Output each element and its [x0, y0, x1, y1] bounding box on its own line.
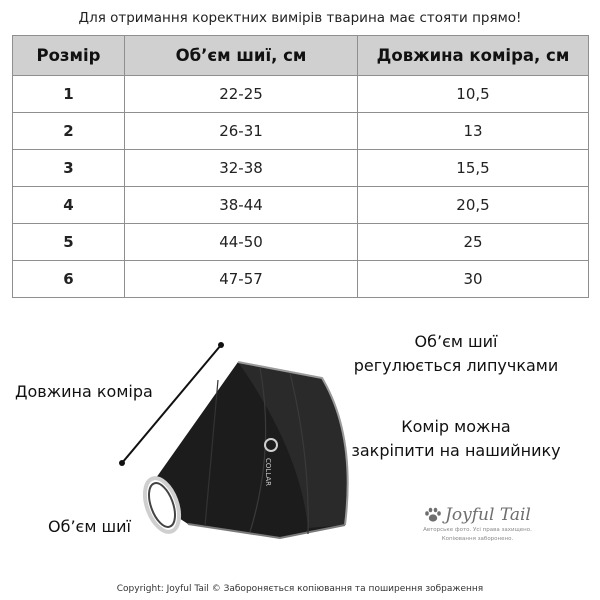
- brand-logo: [410, 505, 545, 543]
- length-cell: 10,5: [358, 76, 589, 113]
- brand-rights-line-1: Авторське фото. Усі права захищено.: [423, 527, 532, 533]
- table-row: [13, 150, 589, 187]
- attach-info: [326, 415, 586, 463]
- neck-cell: 38-44: [125, 187, 358, 224]
- neck-cell: 44-50: [125, 224, 358, 261]
- neck-cell: 32-38: [125, 150, 358, 187]
- table-header-row: [13, 36, 589, 76]
- size-cell: 4: [13, 187, 125, 224]
- neck-volume-label: Об’єм шиї: [48, 517, 131, 536]
- neck-cell: 22-25: [125, 76, 358, 113]
- length-cell: 13: [358, 113, 589, 150]
- length-cell: 25: [358, 224, 589, 261]
- header-neck-volume: Об’єм шиї, см: [125, 36, 358, 76]
- length-cell: 15,5: [358, 150, 589, 187]
- length-cell: 20,5: [358, 187, 589, 224]
- attach-info-line-1: Комір можна: [401, 417, 511, 436]
- copyright-footer: Copyright: Joyful Tail © Забороняється копіювання та поширення зображення: [116, 584, 484, 594]
- collar-illustration: [110, 340, 360, 550]
- attach-info-line-2: закріпити на нашийнику: [351, 441, 561, 460]
- table-row: [13, 76, 589, 113]
- length-measure-start-dot: [218, 342, 224, 348]
- paw-icon: [424, 507, 442, 523]
- size-cell: 3: [13, 150, 125, 187]
- table-row: [13, 261, 589, 298]
- velcro-info-line-2: регулюється липучками: [353, 356, 559, 375]
- size-cell: 6: [13, 261, 125, 298]
- header-size: Розмір: [13, 36, 125, 76]
- collar-logo-text: COLLAR: [264, 458, 272, 487]
- velcro-info-line-1: Об’єм шиї: [414, 332, 498, 351]
- size-cell: 2: [13, 113, 125, 150]
- neck-cell: 26-31: [125, 113, 358, 150]
- size-cell: 1: [13, 76, 125, 113]
- neck-cell: 47-57: [125, 261, 358, 298]
- brand-rights-line-2: Копіювання заборонено.: [441, 536, 514, 542]
- measurement-notice: Для отримання коректних вимірів тварина має стояти прямо!: [78, 10, 522, 26]
- size-table: [12, 35, 589, 298]
- collar-length-label: Довжина коміра: [15, 382, 153, 401]
- table-row: [13, 187, 589, 224]
- header-collar-length: Довжина коміра, см: [358, 36, 589, 76]
- table-row: [13, 113, 589, 150]
- size-cell: 5: [13, 224, 125, 261]
- brand-name: Joyful Tail: [445, 505, 531, 525]
- length-measure-end-dot: [119, 460, 125, 466]
- table-row: [13, 224, 589, 261]
- length-cell: 30: [358, 261, 589, 298]
- velcro-info: [326, 330, 586, 378]
